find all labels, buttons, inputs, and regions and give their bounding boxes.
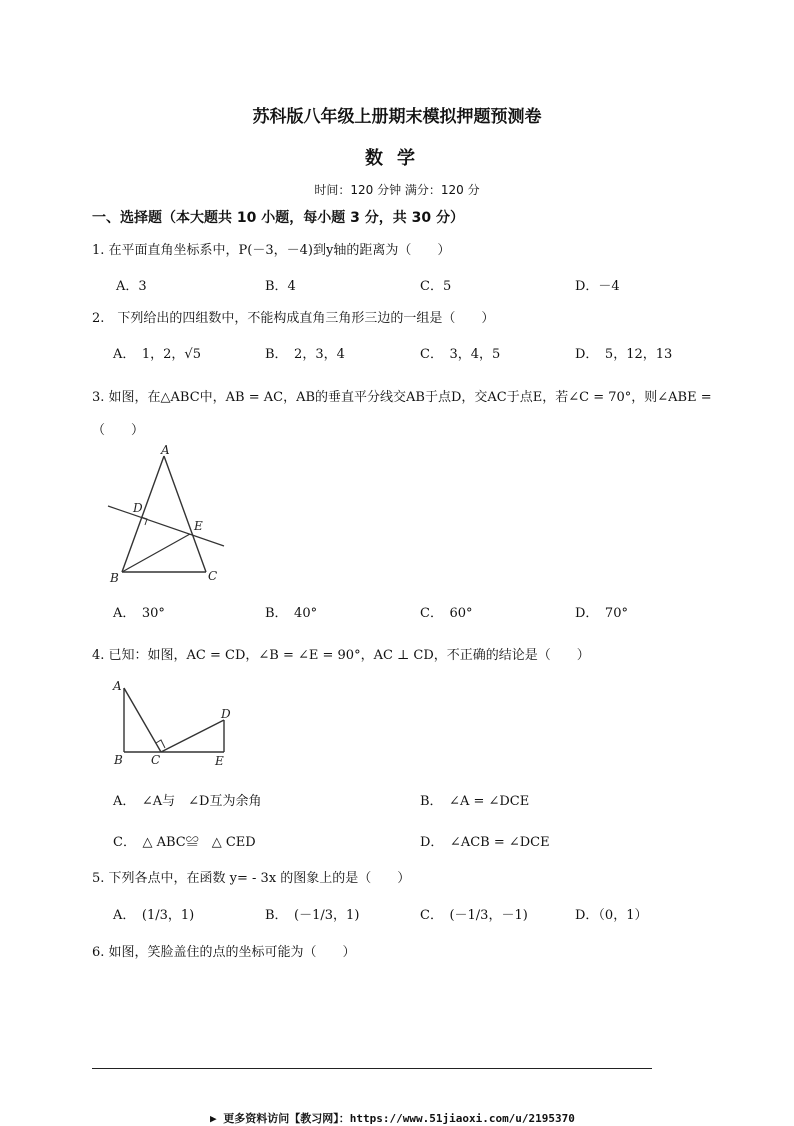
q5-option-d: D．（0，1） <box>575 908 648 923</box>
q4-label-c: C <box>151 753 161 767</box>
q4-label-a: A <box>113 679 122 693</box>
question-2-stem: 2. 下列给出的四组数中，不能构成直角三角形三边的一组是（ ） <box>92 311 495 326</box>
section-heading: 一、选择题（本大题共 10 小题，每小题 3 分，共 30 分） <box>92 210 464 226</box>
q2-option-b: B． 2，3，4 <box>265 347 345 362</box>
q4-label-d: D <box>221 707 231 721</box>
q3-option-b: B． 40° <box>265 606 318 621</box>
q4-label-b: B <box>114 753 123 767</box>
footer-divider <box>92 1068 652 1069</box>
q3-label-a: A <box>161 443 170 457</box>
q5-option-c: C． (－1/3，－1) <box>420 908 528 923</box>
q1-option-b: B．4 <box>265 279 296 294</box>
question-4-stem: 4. 已知：如图，AC = CD，∠B = ∠E = 90°，AC ⊥ CD，不正确的结论是（ ） <box>92 648 590 663</box>
q3-option-d: D． 70° <box>575 606 628 621</box>
page-title: 苏科版八年级上册期末模拟押题预测卷 <box>252 107 542 127</box>
q1-option-c: C．5 <box>420 279 452 294</box>
question-3-stem: 3. 如图，在△ABC中，AB = AC，AB的垂直平分线交AB于点D，交AC于点E，若∠C = 70°，则∠ABE = <box>92 390 712 405</box>
q4-option-a: A． ∠A与 ∠D互为余角 <box>113 794 262 809</box>
exam-info: 时间：120 分钟 满分：120 分 <box>314 183 480 197</box>
question-3-stem-cont: （ ） <box>92 423 145 438</box>
q2-option-c: C． 3，4，5 <box>420 347 501 362</box>
q1-option-a: A．3 <box>116 279 147 294</box>
question-5-stem: 5. 下列各点中，在函数 y= - 3x 的图象上的是（ ） <box>92 871 411 886</box>
q2-option-a: A． 1，2，√5 <box>113 347 201 362</box>
q2-option-d: D． 5，12，13 <box>575 347 673 362</box>
q3-option-c: C． 60° <box>420 606 473 621</box>
q5-option-b: B． (－1/3，1) <box>265 908 360 923</box>
q3-label-e: E <box>194 519 203 533</box>
q4-figure <box>105 676 245 771</box>
q4-option-c: C． △ ABC≌ △ CED <box>113 835 256 850</box>
subject-title: 数学 <box>365 148 429 169</box>
question-1-stem: 1. 在平面直角坐标系中，P(－3，－4)到y轴的距离为（ ） <box>92 243 451 258</box>
footer-link[interactable]: ▶ 更多资料访问【教习网】：https://www.51jiaoxi.com/u/2195370 <box>210 1112 575 1125</box>
q3-option-a: A． 30° <box>113 606 165 621</box>
q3-label-c: C <box>208 569 218 583</box>
q4-option-b: B． ∠A = ∠DCE <box>420 794 530 809</box>
q1-option-d: D．－4 <box>575 279 620 294</box>
question-6-stem: 6. 如图，笑脸盖住的点的坐标可能为（ ） <box>92 945 356 960</box>
q3-triangle-figure <box>100 442 240 587</box>
q3-label-b: B <box>110 571 119 585</box>
q3-label-d: D <box>133 501 143 515</box>
q5-option-a: A． (1/3，1) <box>113 908 195 923</box>
q4-label-e: E <box>215 754 224 768</box>
q4-option-d: D． ∠ACB = ∠DCE <box>420 835 550 850</box>
